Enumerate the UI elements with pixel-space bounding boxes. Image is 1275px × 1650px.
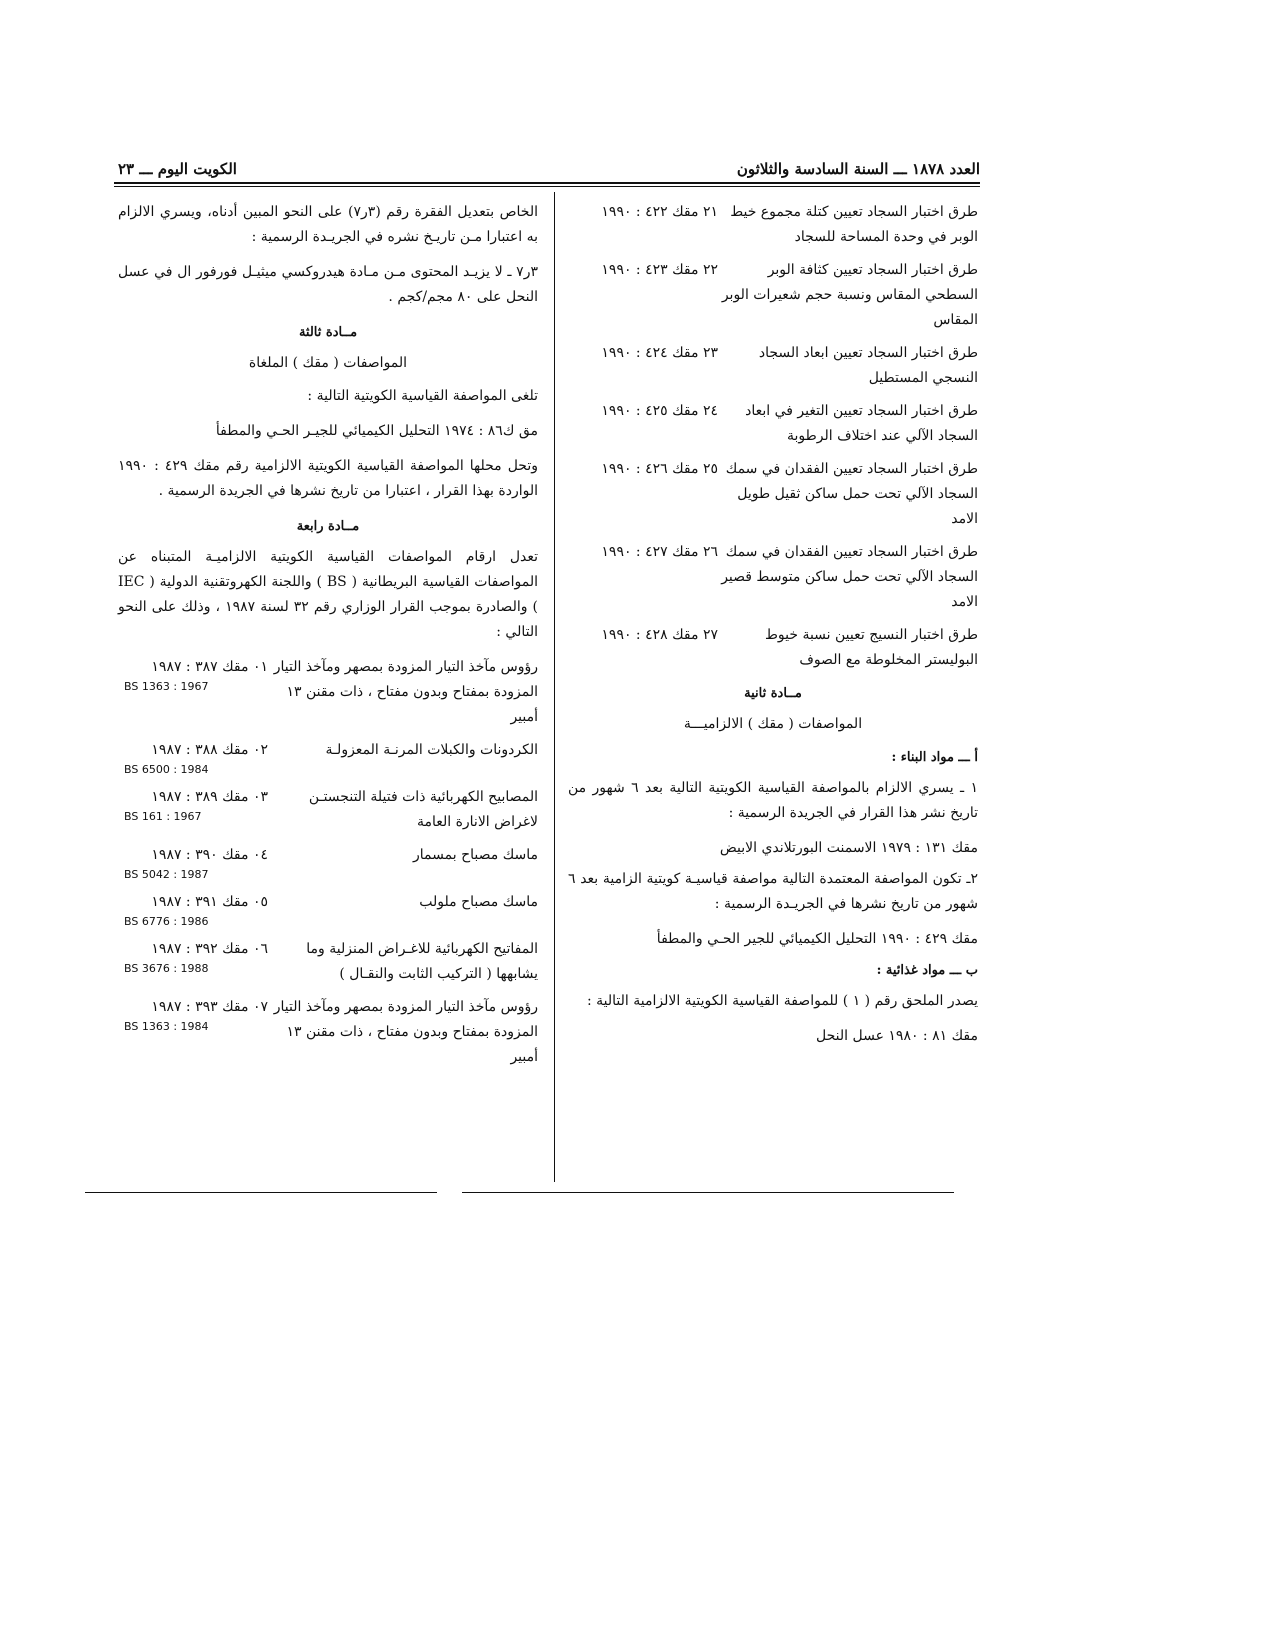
header-rule [114, 182, 980, 184]
standard-number: ٢١ م‍ق‍ك ٤٢٢ : ١٩٩٠ [601, 204, 718, 220]
standard-number: ٠٧ م‍ق‍ك ٣٩٣ : ١٩٨٧ [151, 999, 268, 1015]
left-paragraph-5: تعدل ارقام المواصفات القياسية الكويتية الالزاميـة المتبناه عن المواصفات القياسية البريطانية ( BS ) واللجنة الكهروتقنية الدولية ( IEC ) والصادرة بموجب القرار الوزاري رقم ٣٢ لسنة ١٩٨٧ ، وذلك على النحو التالي : [118, 549, 538, 640]
standard-description: طرق اختبار السجاد تعيين التغير في ابعاد السجاد الآلي عند اختلاف الرطوبة [745, 403, 978, 444]
standard-description: طرق اختبار السجاد تعيين الفقدان في سمك السجاد الآلي تحت حمل ساكن متوسط قصير الامد [721, 544, 978, 610]
standard-code [118, 995, 268, 1070]
standard-code [118, 890, 268, 929]
left-paragraph-4: وتحل محلها المواصفة القياسية الكويتية الالزامية رقم م‍ق‍ك ٤٢٩ : ١٩٩٠ الواردة بهذا القرار ، اعتبارا من تاريخ نشرها في الجريدة الرسمية . [118, 458, 538, 499]
standard-description: طرق اختبار السجاد تعيين ابعاد السجاد النسجي المستطيل [758, 345, 978, 386]
standard-code [568, 623, 718, 673]
section-b-heading: ب ـــ مواد غذائية : [876, 963, 978, 978]
standard-description: طرق اختبار السجاد تعيين الفقدان في سمك السجاد الآلي تحت حمل ساكن ثقيل طويل الامد [725, 461, 978, 527]
standard-entry [568, 258, 978, 333]
footer-rule-left [85, 1192, 437, 1193]
standard-code [568, 341, 718, 391]
right-entries [568, 200, 978, 673]
right-standard-1: م‍ق‍ك ١٣١ : ١٩٧٩ الاسمنت البورتلاندي الابيض [719, 840, 978, 856]
standard-entry [118, 785, 538, 835]
bs-reference: BS 3676 : 1988 [124, 962, 209, 975]
standard-code [118, 937, 268, 987]
bs-reference: BS 5042 : 1987 [124, 868, 209, 881]
standard-number: ٢٦ م‍ق‍ك ٤٢٧ : ١٩٩٠ [601, 544, 718, 560]
standard-entry [568, 457, 978, 532]
standard-description: طرق اختبار السجاد تعيين كثافة الوبر السطحي المقاس ونسبة حجم شعيرات الوبر المقاس [721, 262, 978, 328]
left-paragraph-2: ٣ر٧ ـ لا يزيـد المحتوى مـن مـادة هيدروكسي ميثيـل فورفور ال في عسل النحل على ٨٠ مجم/كجم . [118, 264, 538, 305]
standard-entry [568, 623, 978, 673]
standard-description: المصابيح الكهربائية ذات فتيلة التنجستـن لاغراض الانارة العامة [308, 789, 538, 830]
header-rule-thin [114, 186, 980, 187]
right-standard-3: م‍ق‍ك ٨١ : ١٩٨٠ عسل النحل [816, 1028, 978, 1044]
standard-number: ٠٢ م‍ق‍ك ٣٨٨ : ١٩٨٧ [151, 742, 268, 758]
article-3-heading: مــادة ثالثة [298, 325, 358, 340]
standard-code [118, 843, 268, 882]
right-paragraph-1: ١ ـ يسري الالزام بالمواصفة القياسية الكويتية التالية بعد ٦ شهور من تاريخ نشر هذا القرار في الجريدة الرسمية : [568, 780, 978, 821]
standard-entry [118, 655, 538, 730]
footer-rule-right [462, 1192, 954, 1193]
left-standard-1: م‍ق ك٨٦ : ١٩٧٤ التحليل الكيميائي للجيـر الحـي والمطفأ [215, 423, 538, 439]
standard-number: ٠١ م‍ق‍ك ٣٨٧ : ١٩٨٧ [151, 659, 268, 675]
standard-description: طرق اختبار النسيج تعيين نسبة خيوط البوليستر المخلوطة مع الصوف [764, 627, 978, 668]
standard-code [568, 200, 718, 250]
bs-reference: BS 1363 : 1967 [124, 680, 209, 693]
standard-number: ٠٥ م‍ق‍ك ٣٩١ : ١٩٨٧ [151, 894, 268, 910]
standard-entry [568, 399, 978, 449]
article-2-subtitle: المواصفات ( م‍ق‍ك ) الالزاميـــة [683, 716, 863, 732]
standard-entry [118, 843, 538, 882]
standard-code [568, 540, 718, 615]
standard-code [118, 738, 268, 777]
bs-reference: BS 161 : 1967 [124, 810, 202, 823]
left-entries [118, 655, 538, 1070]
standard-description: الكردونات والكبلات المرنـة المعزولـة [325, 742, 538, 758]
article-2-heading: مــادة ثانية [744, 686, 802, 701]
standard-entry [568, 540, 978, 615]
standard-number: ٢٧ م‍ق‍ك ٤٢٨ : ١٩٩٠ [601, 627, 718, 643]
standard-entry [118, 738, 538, 777]
standard-entry [118, 890, 538, 929]
left-paragraph-1: الخاص بتعديل الفقرة رقم (٣ر٧) على النحو المبين أدناه، ويسري الالزام به اعتبارا مـن تاريـخ نشره في الجريـدة الرسمية : [118, 204, 538, 245]
header-left: الكويت اليوم ـــ ٢٣ [118, 160, 237, 178]
standard-code [118, 785, 268, 835]
standard-entry [118, 995, 538, 1070]
right-paragraph-2: ٢ـ تكون المواصفة المعتمدة التالية مواصفة قياسيـة كويتية الزامية بعد ٦ شهور من تاريخ نشرها في الجريـدة الرسمية : [568, 871, 978, 912]
standard-code [118, 655, 268, 730]
standard-entry [568, 200, 978, 250]
standard-code [568, 258, 718, 333]
left-paragraph-3: تلغى المواصفة القياسية الكويتية التالية : [307, 388, 538, 404]
section-a-heading: أ ـــ مواد البناء : [891, 750, 978, 765]
standard-number: ٠٣ م‍ق‍ك ٣٨٩ : ١٩٨٧ [151, 789, 268, 805]
standard-number: ٢٣ م‍ق‍ك ٤٢٤ : ١٩٩٠ [601, 345, 718, 361]
standard-number: ٠٤ م‍ق‍ك ٣٩٠ : ١٩٨٧ [151, 847, 268, 863]
standard-description: طرق اختبار السجاد تعيين كتلة مجموع خيط الوبر في وحدة المساحة للسجاد [730, 204, 978, 245]
header-right: العدد ١٨٧٨ ـــ السنة السادسة والثلاثون [736, 160, 980, 178]
standard-number: ٢٢ م‍ق‍ك ٤٢٣ : ١٩٩٠ [601, 262, 718, 278]
article-4-heading: مــادة رابعة [296, 519, 360, 534]
column-divider [554, 192, 555, 1182]
standard-description: المفاتيح الكهربائية للاغـراض المنزلية وما يشابهها ( التركيب الثابت والنقـال ) [306, 941, 538, 982]
standard-number: ٠٦ م‍ق‍ك ٣٩٢ : ١٩٨٧ [151, 941, 268, 957]
standard-description: رؤوس مآخذ التيار المزودة بمصهر ومآخذ التيار المزودة بمفتاح وبدون مفتاح ، ذات مقنن ١٣ أمبير [273, 659, 538, 725]
standard-number: ٢٤ م‍ق‍ك ٤٢٥ : ١٩٩٠ [601, 403, 718, 419]
standard-description: رؤوس مآخذ التيار المزودة بمصهر ومآخذ التيار المزودة بمفتاح وبدون مفتاح ، ذات مقنن ١٣ أمبير [273, 999, 538, 1065]
bs-reference: BS 6776 : 1986 [124, 915, 209, 928]
standard-description: ماسك مصباح ملولب [419, 894, 538, 910]
standard-number: ٢٥ م‍ق‍ك ٤٢٦ : ١٩٩٠ [601, 461, 718, 477]
standard-code [568, 399, 718, 449]
standard-code [568, 457, 718, 532]
right-paragraph-3: يصدر الملحق رقم ( ١ ) للمواصفة القياسية الكويتية الالزامية التالية : [586, 993, 978, 1009]
right-standard-2: م‍ق‍ك ٤٢٩ : ١٩٩٠ التحليل الكيميائي للجير الحـي والمطفأ [656, 931, 978, 947]
standard-description: ماسك مصباح بمسمار [413, 847, 538, 863]
bs-reference: BS 1363 : 1984 [124, 1020, 209, 1033]
standard-entry [568, 341, 978, 391]
bs-reference: BS 6500 : 1984 [124, 763, 209, 776]
standard-entry [118, 937, 538, 987]
article-3-subtitle: المواصفات ( م‍ق‍ك ) الملغاة [248, 355, 408, 371]
left-column [118, 200, 538, 1078]
right-column [568, 200, 978, 1055]
